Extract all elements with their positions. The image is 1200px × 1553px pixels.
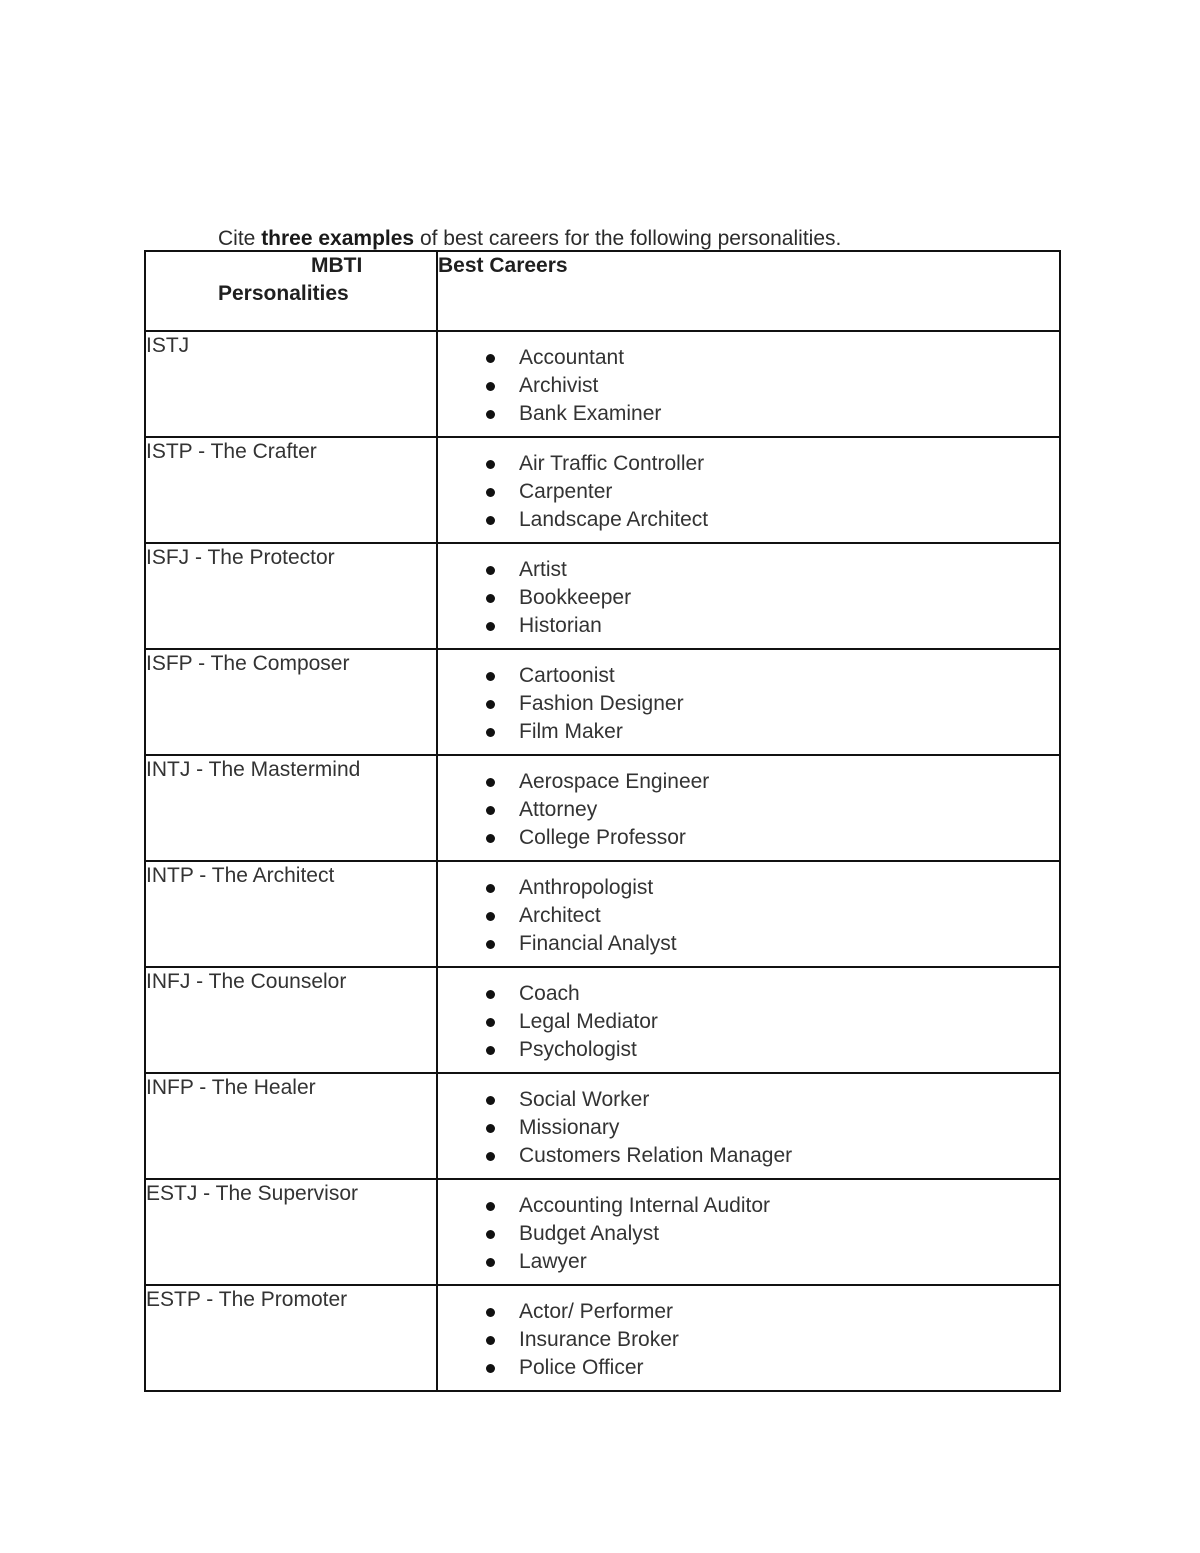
- bullet-icon: [486, 1096, 495, 1105]
- bullet-icon: [486, 912, 495, 921]
- table-row: [145, 1285, 1060, 1391]
- career-label: Financial Analyst: [519, 932, 677, 955]
- career-label: Actor/ Performer: [519, 1300, 674, 1323]
- list-item: [438, 1036, 1059, 1064]
- list-item: [438, 1142, 1059, 1170]
- career-label: College Professor: [519, 826, 686, 849]
- table-header-row: [145, 251, 1060, 331]
- careers-list: [438, 544, 1059, 640]
- careers-list: [438, 968, 1059, 1064]
- bullet-icon: [486, 488, 495, 497]
- career-label: Bookkeeper: [519, 586, 632, 609]
- careers-cell: [437, 437, 1060, 543]
- list-item: [438, 768, 1059, 796]
- careers-table: [144, 250, 1061, 1392]
- bullet-icon: [486, 1364, 495, 1373]
- instruction-text: [218, 226, 841, 252]
- list-item: [438, 718, 1059, 746]
- list-item: [438, 796, 1059, 824]
- personality-cell: INFJ - The Counselor: [145, 967, 437, 1073]
- career-label: Budget Analyst: [519, 1222, 660, 1245]
- career-label: Accountant: [519, 346, 625, 369]
- list-item: [438, 690, 1059, 718]
- career-label: Aerospace Engineer: [519, 770, 710, 793]
- table-row: [145, 1073, 1060, 1179]
- list-item: [438, 1114, 1059, 1142]
- list-item: [438, 450, 1059, 478]
- personality-cell: ISTJ: [145, 331, 437, 437]
- personality-cell: INTP - The Architect: [145, 861, 437, 967]
- list-item: [438, 930, 1059, 958]
- careers-cell: [437, 649, 1060, 755]
- career-label: Social Worker: [519, 1088, 650, 1111]
- bullet-icon: [486, 806, 495, 815]
- table-row: [145, 437, 1060, 543]
- list-item: [438, 874, 1059, 902]
- careers-cell: [437, 543, 1060, 649]
- personality-cell: ISFJ - The Protector: [145, 543, 437, 649]
- table-row: [145, 543, 1060, 649]
- list-item: [438, 1326, 1059, 1354]
- list-item: [438, 344, 1059, 372]
- bullet-icon: [486, 990, 495, 999]
- careers-list: [438, 650, 1059, 746]
- instruction-emphasis: three examples: [261, 227, 415, 250]
- career-label: Air Traffic Controller: [519, 452, 705, 475]
- bullet-icon: [486, 1258, 495, 1267]
- career-label: Customers Relation Manager: [519, 1144, 793, 1167]
- career-label: Carpenter: [519, 480, 613, 503]
- table-body: [145, 331, 1060, 1391]
- careers-list: [438, 438, 1059, 534]
- table-row: [145, 1179, 1060, 1285]
- bullet-icon: [486, 1018, 495, 1027]
- career-label: Attorney: [519, 798, 598, 821]
- careers-list: [438, 332, 1059, 428]
- personality-cell: ISTP - The Crafter: [145, 437, 437, 543]
- career-label: Landscape Architect: [519, 508, 709, 531]
- bullet-icon: [486, 1152, 495, 1161]
- bullet-icon: [486, 460, 495, 469]
- career-label: Psychologist: [519, 1038, 637, 1061]
- table-row: [145, 967, 1060, 1073]
- header-personalities-line1: MBTI: [311, 254, 363, 277]
- career-label: Anthropologist: [519, 876, 654, 899]
- personality-cell: ISFP - The Composer: [145, 649, 437, 755]
- careers-cell: [437, 967, 1060, 1073]
- career-label: Film Maker: [519, 720, 623, 743]
- list-item: [438, 1298, 1059, 1326]
- bullet-icon: [486, 410, 495, 419]
- career-label: Bank Examiner: [519, 402, 662, 425]
- table-row: [145, 649, 1060, 755]
- bullet-icon: [486, 1124, 495, 1133]
- careers-cell: [437, 1285, 1060, 1391]
- bullet-icon: [486, 1202, 495, 1211]
- bullet-icon: [486, 778, 495, 787]
- list-item: [438, 556, 1059, 584]
- career-label: Missionary: [519, 1116, 620, 1139]
- bullet-icon: [486, 566, 495, 575]
- header-best-careers: Best Careers: [437, 251, 1060, 331]
- bullet-icon: [486, 940, 495, 949]
- bullet-icon: [486, 354, 495, 363]
- careers-list: [438, 1074, 1059, 1170]
- header-personalities: [145, 251, 437, 331]
- bullet-icon: [486, 1046, 495, 1055]
- careers-cell: [437, 861, 1060, 967]
- careers-list: [438, 862, 1059, 958]
- list-item: [438, 612, 1059, 640]
- bullet-icon: [486, 672, 495, 681]
- list-item: [438, 1220, 1059, 1248]
- list-item: [438, 400, 1059, 428]
- bullet-icon: [486, 884, 495, 893]
- list-item: [438, 1354, 1059, 1382]
- bullet-icon: [486, 728, 495, 737]
- career-label: Accounting Internal Auditor: [519, 1194, 770, 1217]
- list-item: [438, 662, 1059, 690]
- careers-list: [438, 756, 1059, 852]
- career-label: Coach: [519, 982, 580, 1005]
- list-item: [438, 902, 1059, 930]
- list-item: [438, 372, 1059, 400]
- careers-list: [438, 1180, 1059, 1276]
- career-label: Lawyer: [519, 1250, 587, 1273]
- career-label: Archivist: [519, 374, 599, 397]
- career-label: Artist: [519, 558, 567, 581]
- list-item: [438, 1008, 1059, 1036]
- table-row: [145, 861, 1060, 967]
- bullet-icon: [486, 1308, 495, 1317]
- list-item: [438, 506, 1059, 534]
- list-item: [438, 1248, 1059, 1276]
- career-label: Architect: [519, 904, 601, 927]
- bullet-icon: [486, 834, 495, 843]
- table-row: [145, 331, 1060, 437]
- personality-cell: INFP - The Healer: [145, 1073, 437, 1179]
- bullet-icon: [486, 382, 495, 391]
- list-item: [438, 584, 1059, 612]
- table-row: [145, 755, 1060, 861]
- header-personalities-line2: Personalities: [218, 282, 349, 305]
- careers-cell: [437, 1073, 1060, 1179]
- career-label: Historian: [519, 614, 602, 637]
- list-item: [438, 478, 1059, 506]
- career-label: Cartoonist: [519, 664, 615, 687]
- instruction-suffix: of best careers for the following personalities.: [414, 227, 842, 250]
- career-label: Fashion Designer: [519, 692, 684, 715]
- personality-cell: ESTJ - The Supervisor: [145, 1179, 437, 1285]
- list-item: [438, 1192, 1059, 1220]
- bullet-icon: [486, 516, 495, 525]
- careers-cell: [437, 755, 1060, 861]
- careers-list: [438, 1286, 1059, 1382]
- bullet-icon: [486, 1336, 495, 1345]
- career-label: Insurance Broker: [519, 1328, 679, 1351]
- bullet-icon: [486, 700, 495, 709]
- personality-cell: ESTP - The Promoter: [145, 1285, 437, 1391]
- list-item: [438, 824, 1059, 852]
- career-label: Police Officer: [519, 1356, 644, 1379]
- list-item: [438, 1086, 1059, 1114]
- bullet-icon: [486, 1230, 495, 1239]
- careers-cell: [437, 331, 1060, 437]
- personality-cell: INTJ - The Mastermind: [145, 755, 437, 861]
- bullet-icon: [486, 594, 495, 603]
- instruction-prefix: Cite: [218, 227, 262, 250]
- bullet-icon: [486, 622, 495, 631]
- career-label: Legal Mediator: [519, 1010, 658, 1033]
- careers-cell: [437, 1179, 1060, 1285]
- list-item: [438, 980, 1059, 1008]
